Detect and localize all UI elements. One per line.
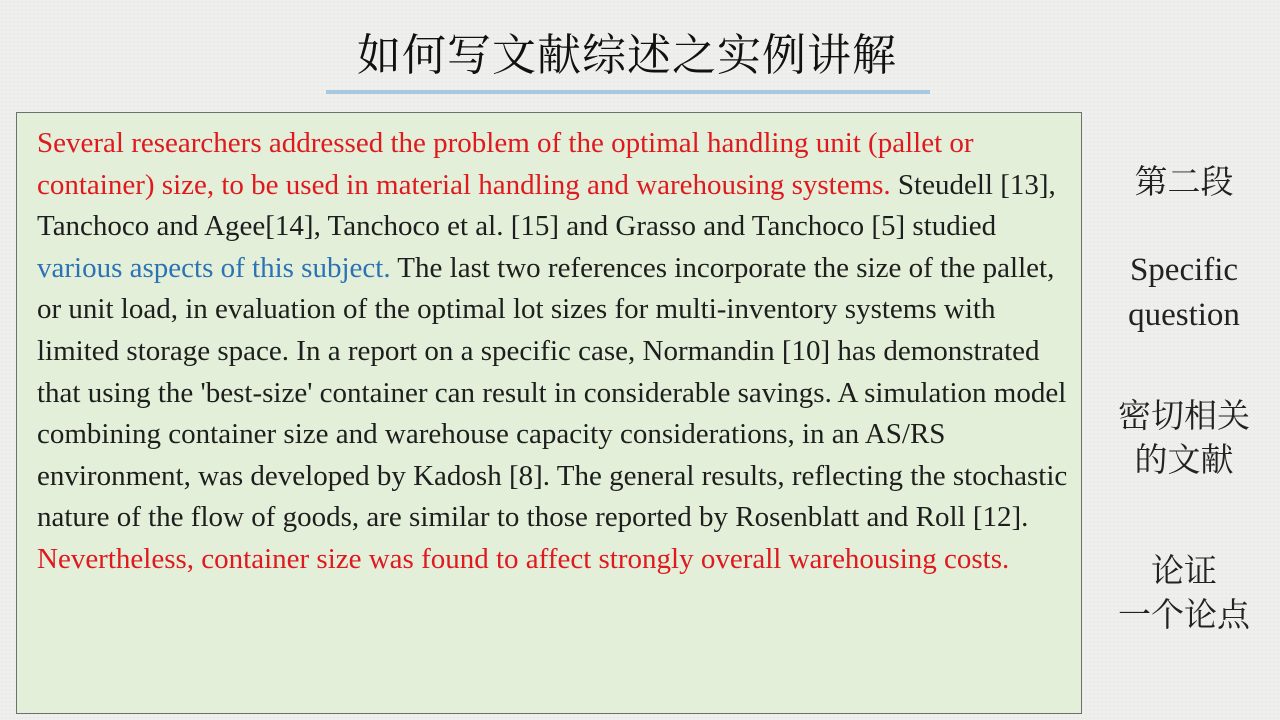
sidebar-label-related-line2: 的文献 bbox=[1134, 440, 1234, 479]
title-underline bbox=[326, 90, 930, 94]
sidebar-label-related-literature bbox=[1090, 394, 1278, 482]
sidebar-label-argument-line2: 一个论点 bbox=[1118, 595, 1250, 634]
slide-title: 如何写文献综述之实例讲解 bbox=[357, 30, 897, 81]
sidebar-label-argument-line1: 论证 bbox=[1151, 551, 1217, 590]
sidebar-label-paragraph bbox=[1090, 160, 1278, 204]
sidebar-label-related-line1: 密切相关 bbox=[1118, 396, 1250, 435]
paragraph-segment-red-intro: Several researchers addressed the problem of the optimal handling unit (pallet or container) size, to be used in material handling and warehousing systems. bbox=[37, 127, 974, 201]
sidebar-label-specific: Specific bbox=[1129, 252, 1239, 288]
paragraph-segment-body: The last two references incorporate the size of the pallet, or unit load, in evaluation of the optimal lot sizes for multi-inventory systems with limited storage space. In a report on a specific case, Normandin [10] has demonstrated that using the 'best-size' container can result in considerable savings. A simulation model combining container size and warehouse capacity considerations, in an AS/RS environment, was developed by Kadosh [8]. The general results, reflecting the stochastic nature of the flow of goods, are similar to those reported by Rosenblatt and Roll [12]. bbox=[37, 251, 1068, 534]
sidebar-label-specific-question bbox=[1090, 248, 1278, 338]
paragraph-segment-red-conclusion: Nevertheless, container size was found to affect strongly overall warehousing costs. bbox=[37, 542, 1010, 575]
text-panel bbox=[16, 112, 1082, 714]
sidebar-label-paragraph-text: 第二段 bbox=[1134, 162, 1234, 201]
sidebar-label-question: question bbox=[1128, 297, 1240, 333]
paragraph-segment-blue-aspects: various aspects of this subject. bbox=[37, 251, 391, 284]
paragraph-segment-citations: Steudell [13], Tanchoco and Agee[14], Tanchoco et al. [15] and Grasso and Tanchoco [5] studied bbox=[37, 168, 1056, 243]
sidebar-label-argument bbox=[1090, 549, 1278, 637]
paragraph bbox=[37, 123, 1069, 581]
